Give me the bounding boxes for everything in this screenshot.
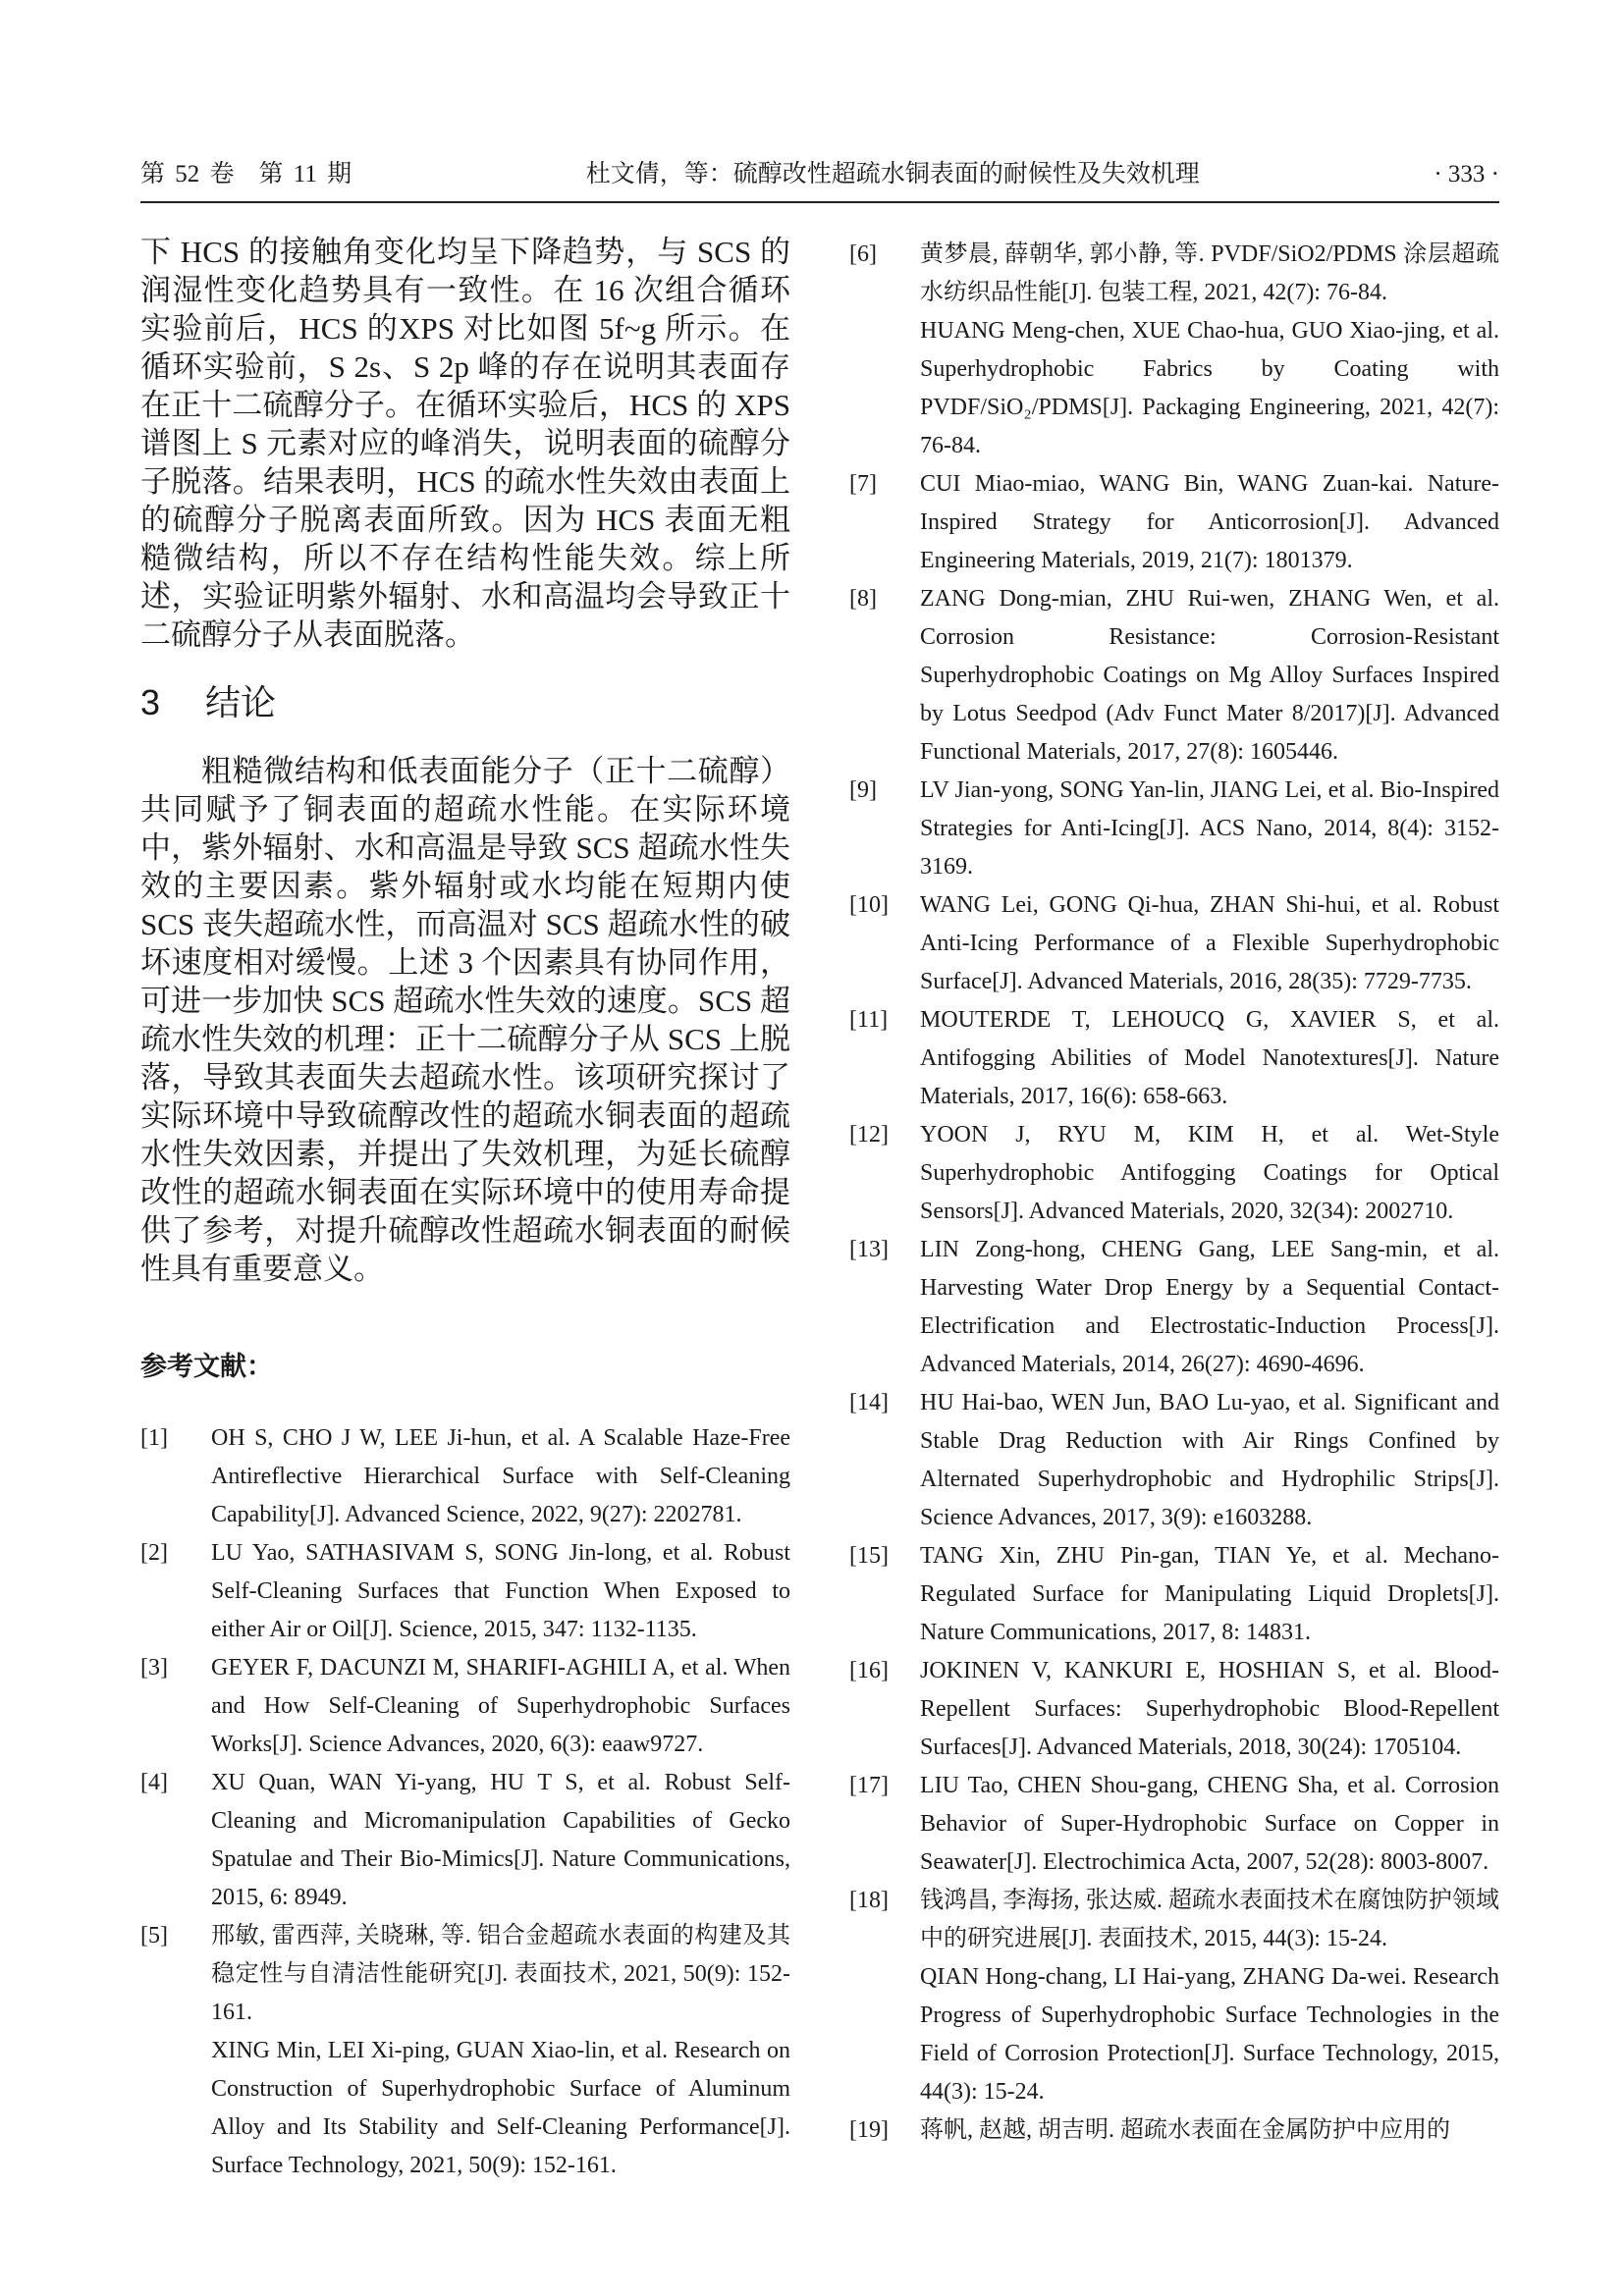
reference-item <box>140 1534 790 1649</box>
left-column <box>140 233 790 2185</box>
header-rule <box>140 201 1499 203</box>
reference-list-right <box>849 236 1499 2150</box>
reference-item <box>140 1917 790 2185</box>
section-title: 结论 <box>205 682 277 722</box>
reference-citation: OH S, CHO J W, LEE Ji-hun, et al. A Scalable Haze-Free Antireflective Hierarchical Surface with Self-Cleaning Capability[J]. Advanced Science, 2022, 9(27): 2202781. <box>211 1425 790 1527</box>
reference-citation: YOON J, RYU M, KIM H, et al. Wet-Style Superhydrophobic Antifogging Coatings for Optical Sensors[J]. Advanced Materials, 2020, 32(34): 2002710. <box>920 1122 1499 1224</box>
reference-citation: WANG Lei, GONG Qi-hua, ZHAN Shi-hui, et al. Robust Anti-Icing Performance of a Flexible Superhydrophobic Surface[J]. Advanced Materials, 2016, 28(35): 7729-7735. <box>920 892 1499 994</box>
reference-text <box>920 1231 1499 1384</box>
reference-number: [6] <box>849 241 877 267</box>
reference-citation: ZANG Dong-mian, ZHU Rui-wen, ZHANG Wen, et al. Corrosion Resistance: Corrosion-Resistant Superhydrophobic Coatings on Mg Alloy Surfaces Inspired by Lotus Seedpod (Adv Funct Mater 8/2017)[J]. Advanced Functional Materials, 2017, 27(8): 1605446. <box>920 586 1499 765</box>
reference-citation: 钱鸿昌, 李海扬, 张达威. 超疏水表面技术在腐蚀防护领域中的研究进展[J]. 表面技术, 2015, 44(3): 15-24. <box>920 1888 1499 1951</box>
journal-volume-issue: 第 52 卷 第 11 期 <box>140 161 352 187</box>
reference-citation: 邢敏, 雷西萍, 关晓琳, 等. 铝合金超疏水表面的构建及其稳定性与自清洁性能研究[J]. 表面技术, 2021, 50(9): 152-161. <box>211 1923 790 2025</box>
reference-item <box>849 1537 1499 1652</box>
reference-citation: XU Quan, WAN Yi-yang, HU T S, et al. Robust Self-Cleaning and Micromanipulation Capabilities of Gecko Spatulae and Their Bio-Mimics[J]. Nature Communications, 2015, 6: 8949. <box>211 1770 790 1910</box>
section-heading <box>140 679 790 726</box>
reference-text <box>920 580 1499 772</box>
reference-text <box>920 1116 1499 1231</box>
reference-text <box>211 1419 790 1534</box>
reference-citation-english: XING Min, LEI Xi-ping, GUAN Xiao-lin, et al. Research on Construction of Superhydrophobic Surface of Aluminum Alloy and Its Stability and Self-Cleaning Performance[J]. Surface Technology, 2021, 50(9): 152-161. <box>211 2038 790 2178</box>
conclusion-paragraph: 粗糙微结构和低表面能分子（正十二硫醇）共同赋予了铜表面的超疏水性能。在实际环境中，紫外辐射、水和高温是导致 SCS 超疏水性失效的主要因素。紫外辐射或水均能在短期内使 SCS 丧失超疏水性，而高温对 SCS 超疏水性的破坏速度相对缓慢。上述 3 个因素具有协同作用，可进一步加快 SCS 超疏水性失效的速度。SCS 超疏水性失效的机理：正十二硫醇分子从 SCS 上脱落，导致其表面失去超疏水性。该项研究探讨了实际环境中导致硫醇改性的超疏水铜表面的超疏水性失效因素，并提出了失效机理，为延长硫醇改性的超疏水铜表面在实际环境中的使用寿命提供了参考，对提升硫醇改性超疏水铜表面的耐候性具有重要意义。 <box>140 754 790 1286</box>
reference-citation: LIU Tao, CHEN Shou-gang, CHENG Sha, et al. Corrosion Behavior of Super-Hydrophobic Surface on Copper in Seawater[J]. Electrochimica Acta, 2007, 52(28): 8003-8007. <box>920 1773 1499 1875</box>
reference-text <box>920 1767 1499 1882</box>
reference-number: [12] <box>849 1122 889 1148</box>
reference-item <box>140 1419 790 1534</box>
reference-item <box>849 2111 1499 2150</box>
reference-text <box>920 1652 1499 1767</box>
reference-text <box>920 886 1499 1001</box>
reference-citation: 蒋帆, 赵越, 胡吉明. 超疏水表面在金属防护中应用的 <box>920 2117 1450 2143</box>
reference-text <box>920 236 1499 465</box>
reference-number: [10] <box>849 892 889 918</box>
reference-number: [8] <box>849 586 877 612</box>
reference-text <box>920 1001 1499 1116</box>
references-heading: 参考文献： <box>140 1352 273 1381</box>
reference-citation: 黄梦晨, 薛朝华, 郭小静, 等. PVDF/SiO2/PDMS 涂层超疏水纺织品性能[J]. 包装工程, 2021, 42(7): 76-84. <box>920 241 1499 305</box>
reference-number: [17] <box>849 1773 889 1798</box>
reference-number: [1] <box>140 1425 168 1451</box>
reference-citation-english: HUANG Meng-chen, XUE Chao-hua, GUO Xiao-jing, et al. Superhydrophobic Fabrics by Coating with PVDF/SiO₂/PDMS[J]. Packaging Engineering, 2021, 42(7): 76-84. <box>920 318 1499 458</box>
reference-item <box>849 1231 1499 1384</box>
reference-citation-english: QIAN Hong-chang, LI Hai-yang, ZHANG Da-wei. Research Progress of Superhydrophobic Surface Technologies in the Field of Corrosion Protection[J]. Surface Technology, 2015, 44(3): 15-24. <box>920 1964 1499 2105</box>
reference-number: [19] <box>849 2117 889 2143</box>
reference-citation: TANG Xin, ZHU Pin-gan, TIAN Ye, et al. Mechano-Regulated Surface for Manipulating Liquid Droplets[J]. Nature Communications, 2017, 8: 14831. <box>920 1543 1499 1645</box>
reference-number: [3] <box>140 1655 168 1681</box>
reference-item <box>849 772 1499 886</box>
reference-citation: LU Yao, SATHASIVAM S, SONG Jin-long, et al. Robust Self-Cleaning Surfaces that Function When Exposed to either Air or Oil[J]. Science, 2015, 347: 1132-1135. <box>211 1540 790 1642</box>
reference-number: [5] <box>140 1923 168 1949</box>
reference-item <box>849 465 1499 580</box>
body-paragraph: 下 HCS 的接触角变化均呈下降趋势，与 SCS 的润湿性变化趋势具有一致性。在 16 次组合循环实验前后，HCS 的XPS 对比如图 5f~g 所示。在循环实验前，S 2s、S 2p 峰的存在说明其表面存在正十二硫醇分子。在循环实验后，HCS 的 XPS 谱图上 S 元素对应的峰消失，说明表面的硫醇分子脱落。结果表明，HCS 的疏水性失效由表面上的硫醇分子脱离表面所致。因为 HCS 表面无粗糙微结构，所以不存在结构性能失效。综上所述，实验证明紫外辐射、水和高温均会导致正十二硫醇分子从表面脱落。 <box>140 235 790 652</box>
reference-citation: GEYER F, DACUNZI M, SHARIFI-AGHILI A, et al. When and How Self-Cleaning of Superhydrophobic Surfaces Works[J]. Science Advances, 2020, 6(3): eaaw9727. <box>211 1655 790 1757</box>
reference-citation: LV Jian-yong, SONG Yan-lin, JIANG Lei, et al. Bio-Inspired Strategies for Anti-Icing[J]. ACS Nano, 2014, 8(4): 3152-3169. <box>920 777 1499 880</box>
reference-text <box>920 465 1499 580</box>
right-column <box>849 236 1499 2150</box>
running-title: 杜文倩，等：硫醇改性超疏水铜表面的耐候性及失效机理 <box>585 161 1200 187</box>
reference-number: [14] <box>849 1390 889 1415</box>
reference-text <box>211 1917 790 2185</box>
reference-text <box>211 1534 790 1649</box>
reference-item <box>849 1384 1499 1537</box>
running-header <box>140 157 1499 192</box>
reference-item <box>140 1649 790 1764</box>
reference-number: [18] <box>849 1888 889 1913</box>
reference-number: [4] <box>140 1770 168 1795</box>
reference-item <box>849 1116 1499 1231</box>
reference-item <box>849 1001 1499 1116</box>
reference-number: [2] <box>140 1540 168 1566</box>
page-number: · 333 · <box>1434 161 1499 187</box>
reference-text <box>211 1649 790 1764</box>
reference-text <box>920 1384 1499 1537</box>
reference-list-left <box>140 1419 790 2185</box>
reference-citation: HU Hai-bao, WEN Jun, BAO Lu-yao, et al. Significant and Stable Drag Reduction with Air Rings Confined by Alternated Superhydrophobic and Hydrophilic Strips[J]. Science Advances, 2017, 3(9): e1603288. <box>920 1390 1499 1530</box>
reference-text <box>920 772 1499 886</box>
reference-citation: CUI Miao-miao, WANG Bin, WANG Zuan-kai. Nature-Inspired Strategy for Anticorrosion[J]. Advanced Engineering Materials, 2019, 21(7): 1801379. <box>920 471 1499 573</box>
reference-item <box>849 236 1499 465</box>
reference-item <box>849 1767 1499 1882</box>
section-number: 3 <box>140 682 161 722</box>
reference-number: [11] <box>849 1007 889 1033</box>
reference-item <box>849 580 1499 772</box>
reference-item <box>849 1882 1499 2111</box>
reference-text <box>920 2111 1499 2150</box>
reference-number: [13] <box>849 1237 889 1262</box>
reference-number: [7] <box>849 471 877 497</box>
reference-citation: JOKINEN V, KANKURI E, HOSHIAN S, et al. Blood-Repellent Surfaces: Superhydrophobic Blood-Repellent Surfaces[J]. Advanced Materials, 2018, 30(24): 1705104. <box>920 1658 1499 1760</box>
reference-text <box>920 1882 1499 2111</box>
reference-citation: LIN Zong-hong, CHENG Gang, LEE Sang-min, et al. Harvesting Water Drop Energy by a Sequential Contact-Electrification and Electrostatic-Induction Process[J]. Advanced Materials, 2014, 26(27): 4690-4696. <box>920 1237 1499 1377</box>
reference-text <box>920 1537 1499 1652</box>
reference-number: [15] <box>849 1543 889 1569</box>
reference-text <box>211 1764 790 1917</box>
reference-citation: MOUTERDE T, LEHOUCQ G, XAVIER S, et al. Antifogging Abilities of Model Nanotextures[J]. Nature Materials, 2017, 16(6): 658-663. <box>920 1007 1499 1109</box>
reference-item <box>849 886 1499 1001</box>
reference-item <box>140 1764 790 1917</box>
reference-item <box>849 1652 1499 1767</box>
reference-number: [9] <box>849 777 877 803</box>
reference-number: [16] <box>849 1658 889 1683</box>
